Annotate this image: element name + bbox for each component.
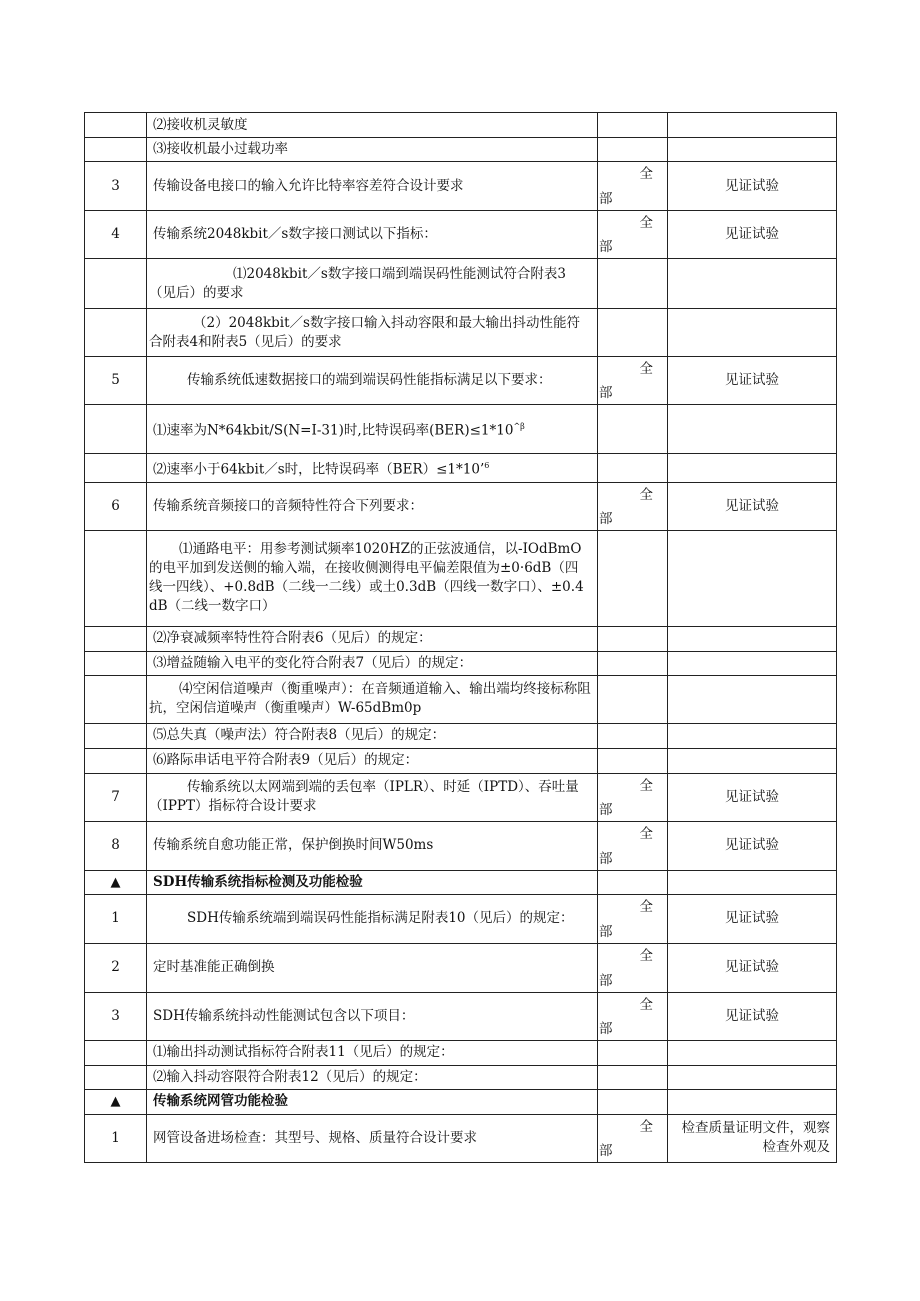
row-method-cell [668, 405, 837, 454]
table-row [85, 357, 837, 405]
row-content-text: SDH传输系统端到端误码性能指标满足附表10（见后）的规定： [187, 910, 574, 926]
superscript-exponent: ^β [513, 422, 525, 432]
row-content-text: ⑵接收机灵敏度 [153, 116, 248, 133]
row-method-cell [668, 530, 837, 626]
row-content-cell [147, 773, 598, 821]
row-content-cell [147, 1065, 598, 1089]
row-scope-cell [598, 530, 668, 626]
row-scope-cell [598, 943, 668, 992]
row-scope-cell [598, 894, 668, 943]
row-method-cell [668, 748, 837, 773]
row-method-cell [668, 651, 837, 675]
row-method-cell [668, 1089, 837, 1114]
table-row [85, 723, 837, 748]
row-scope-cell [598, 675, 668, 723]
row-content-text: SDH传输系统抖动性能测试包含以下项目： [153, 1007, 415, 1024]
inspection-table [84, 112, 837, 1163]
row-scope-cell [598, 773, 668, 821]
row-content-text: ⑵净衰减频率特性符合附表6（见后）的规定： [153, 630, 432, 646]
triangle-marker-icon: ▲ [110, 874, 121, 890]
row-number-cell [85, 748, 147, 773]
row-content-cell [147, 748, 598, 773]
row-content-text: ⑶增益随输入电平的变化符合附表7（见后）的规定： [153, 654, 473, 671]
row-number-cell [85, 162, 147, 211]
row-number-cell [85, 723, 147, 748]
row-method-cell [668, 211, 837, 259]
row-number-cell [85, 259, 147, 309]
row-content-text: ⑷空闲信道噪声（衡重噪声）：在音频通道输入、输出端均终接标称阻抗，空闲信道噪声（衡重噪声）W-65dBm0p [149, 681, 591, 716]
row-scope-cell [598, 821, 668, 870]
row-content-text: （2）2048kbit／s数字接口输入抖动容限和最大输出抖动性能符合附表4和附表5（见后）的要求 [149, 314, 580, 350]
row-content-cell [147, 870, 598, 894]
row-number: 3 [111, 177, 120, 194]
scope-text-bottom: 部 [599, 1020, 613, 1037]
row-number-cell [85, 943, 147, 992]
scope-text-top: 全 [639, 996, 653, 1013]
row-content-text: ⑴速率为N*64kbit/S(N=I-31)时,比特误码率(BER)≤1*10 [153, 422, 514, 439]
row-scope-cell [598, 454, 668, 483]
row-number: 1 [111, 910, 120, 926]
row-number: 6 [111, 497, 120, 514]
row-number: 1 [111, 1129, 120, 1146]
row-content-cell [147, 992, 598, 1040]
row-content-cell [147, 454, 598, 483]
row-scope-cell [598, 1065, 668, 1089]
row-content-cell [147, 211, 598, 259]
scope-text-bottom: 部 [599, 972, 613, 989]
table-row [85, 992, 837, 1040]
table-row [85, 894, 837, 943]
row-method-cell [668, 723, 837, 748]
row-content-text: 传输系统低速数据接口的端到端误码性能指标满足以下要求： [187, 372, 552, 388]
scope-text-top: 全 [639, 166, 653, 182]
scope-text-top: 全 [639, 825, 653, 842]
row-content-text: ⑴输出抖动测试指标符合附表11（见后）的规定： [153, 1044, 454, 1060]
row-number-cell [85, 357, 147, 405]
table-row [85, 1114, 837, 1162]
row-scope-cell [598, 1040, 668, 1065]
row-number: 2 [111, 959, 120, 975]
row-content-text: 传输系统2048kbit／s数字接口测试以下指标： [153, 226, 437, 242]
scope-text-top: 全 [639, 947, 653, 964]
row-number-cell [85, 651, 147, 675]
row-number-cell [85, 626, 147, 651]
row-method-text: 见证试验 [725, 226, 779, 242]
row-number-cell [85, 870, 147, 894]
row-content-text: 传输系统自愈功能正常，保护倒换时间W50ms [153, 837, 434, 853]
row-content-text: ⑹路际串话电平符合附表9（见后）的规定： [153, 752, 419, 768]
scope-text-top: 全 [639, 898, 653, 915]
row-content-cell [147, 309, 598, 357]
row-scope-cell [598, 748, 668, 773]
row-method-text: 见证试验 [725, 497, 779, 514]
row-number-cell [85, 113, 147, 138]
row-number-cell [85, 482, 147, 530]
row-scope-cell [598, 992, 668, 1040]
table-row [85, 1089, 837, 1114]
table-row [85, 454, 837, 483]
row-scope-cell [598, 405, 668, 454]
row-number-cell [85, 894, 147, 943]
scope-text-bottom: 部 [599, 1142, 613, 1159]
row-method-text: 见证试验 [725, 788, 779, 805]
row-content-cell [147, 357, 598, 405]
row-content-cell [147, 405, 598, 454]
scope-text-top: 全 [639, 215, 653, 231]
table-row [85, 405, 837, 454]
row-method-cell [668, 626, 837, 651]
row-content-text: ⑵速率小于64kbit／s时，比特误码率（BER）≤1*10’ [153, 461, 485, 478]
row-content-text: ⑴通路电平：用参考测试频率1020HZ的正弦波通信，以-IOdBmO的电平加到发送侧的输入端，在接收侧测得电平偏差限值为±0·6dB（四线一四线）、+0.8dB（二线一二线）或土0.3dB（四线一数字口）、±0.4dB（二线一数字口） [149, 541, 584, 614]
row-method-cell [668, 357, 837, 405]
row-number-cell [85, 1065, 147, 1089]
scope-text-top: 全 [639, 486, 653, 503]
row-content-text: 传输系统网管功能检验 [153, 1093, 288, 1109]
table-row [85, 211, 837, 259]
superscript-exponent: 6 [484, 461, 490, 470]
table-row [85, 162, 837, 211]
row-method-cell [668, 454, 837, 483]
row-content-cell [147, 1114, 598, 1162]
row-method-cell [668, 870, 837, 894]
row-method-cell [668, 1065, 837, 1089]
row-number-cell [85, 138, 147, 162]
row-content-cell [147, 482, 598, 530]
row-content-cell [147, 626, 598, 651]
table-row [85, 482, 837, 530]
table-row [85, 530, 837, 626]
table-row [85, 943, 837, 992]
row-number-cell [85, 821, 147, 870]
scope-text-bottom: 部 [599, 850, 613, 867]
row-number-cell [85, 773, 147, 821]
row-number-cell [85, 454, 147, 483]
scope-text-bottom: 部 [599, 385, 613, 401]
row-scope-cell [598, 626, 668, 651]
row-content-text: ⑵输入抖动容限符合附表12（见后）的规定： [153, 1068, 427, 1085]
row-number: 8 [111, 837, 120, 853]
row-method-cell [668, 992, 837, 1040]
table-row [85, 138, 837, 162]
table-row [85, 113, 837, 138]
row-number-cell [85, 530, 147, 626]
row-method-text: 见证试验 [725, 177, 779, 194]
row-method-cell [668, 675, 837, 723]
row-content-text: SDH传输系统指标检测及功能检验 [153, 873, 363, 890]
row-content-cell [147, 651, 598, 675]
inspection-table-body [85, 113, 837, 1163]
row-scope-cell [598, 723, 668, 748]
row-content-cell [147, 113, 598, 138]
scope-text-bottom: 部 [599, 923, 613, 940]
table-row [85, 259, 837, 309]
row-method-cell [668, 113, 837, 138]
row-scope-cell [598, 259, 668, 309]
row-content-cell [147, 1040, 598, 1065]
row-scope-cell [598, 309, 668, 357]
row-method-text: 见证试验 [725, 372, 779, 388]
scope-text-bottom: 部 [599, 801, 613, 818]
row-method-cell [668, 259, 837, 309]
table-row [85, 870, 837, 894]
row-content-cell [147, 138, 598, 162]
row-content-text: ⑴2048kbit／s数字接口端到端误码性能测试符合附表3（见后）的要求 [149, 265, 566, 301]
row-scope-cell [598, 870, 668, 894]
row-method-cell [668, 821, 837, 870]
scope-text-top: 全 [639, 361, 653, 377]
row-number: 7 [111, 788, 120, 805]
row-scope-cell [598, 482, 668, 530]
row-method-cell [668, 309, 837, 357]
row-number-cell [85, 992, 147, 1040]
row-content-text: ⑸总失真（噪声法）符合附表8（见后）的规定： [153, 727, 446, 743]
row-number-cell [85, 405, 147, 454]
row-method-text: 检查质量证明文件，观察检查外观及 [681, 1120, 830, 1155]
table-row [85, 675, 837, 723]
row-number-cell [85, 1114, 147, 1162]
row-method-cell [668, 138, 837, 162]
row-content-cell [147, 723, 598, 748]
row-scope-cell [598, 162, 668, 211]
table-row [85, 309, 837, 357]
row-method-text: 见证试验 [725, 959, 779, 975]
row-method-text: 见证试验 [725, 837, 779, 853]
row-content-cell [147, 675, 598, 723]
table-row [85, 821, 837, 870]
row-content-text: 网管设备进场检查：其型号、规格、质量符合设计要求 [153, 1129, 477, 1146]
row-content-cell [147, 1089, 598, 1114]
row-number-cell [85, 309, 147, 357]
row-scope-cell [598, 211, 668, 259]
row-content-text: 传输设备电接口的输入允许比特率容差符合设计要求 [153, 177, 464, 194]
row-method-cell [668, 1114, 837, 1162]
row-scope-cell [598, 1089, 668, 1114]
table-row [85, 626, 837, 651]
table-row [85, 1040, 837, 1065]
row-content-cell [147, 259, 598, 309]
row-number-cell [85, 211, 147, 259]
row-content-text: ⑶接收机最小过载功率 [153, 141, 288, 157]
scope-text-top: 全 [639, 777, 653, 794]
row-number: 4 [111, 226, 120, 242]
row-method-cell [668, 482, 837, 530]
row-content-cell [147, 162, 598, 211]
table-row [85, 748, 837, 773]
scope-text-bottom: 部 [599, 239, 613, 255]
row-scope-cell [598, 113, 668, 138]
row-number-cell [85, 675, 147, 723]
row-method-cell [668, 773, 837, 821]
row-number: 5 [111, 372, 120, 388]
row-method-cell [668, 1040, 837, 1065]
row-content-text: 传输系统音频接口的音频特性符合下列要求： [153, 497, 423, 514]
row-method-text: 见证试验 [725, 910, 779, 926]
row-number: 3 [111, 1007, 120, 1024]
row-scope-cell [598, 651, 668, 675]
row-content-text: 传输系统以太网端到端的丢包率（IPLR）、时延（IPTD）、吞吐量（IPPT）指标符合设计要求 [149, 779, 579, 814]
row-content-cell [147, 943, 598, 992]
row-content-cell [147, 894, 598, 943]
row-scope-cell [598, 1114, 668, 1162]
scope-text-bottom: 部 [599, 510, 613, 527]
row-number-cell [85, 1040, 147, 1065]
row-number-cell [85, 1089, 147, 1114]
table-row [85, 1065, 837, 1089]
scope-text-top: 全 [639, 1118, 653, 1135]
row-content-text: 定时基准能正确倒换 [153, 959, 275, 975]
row-content-cell [147, 821, 598, 870]
row-scope-cell [598, 138, 668, 162]
row-method-text: 见证试验 [725, 1007, 779, 1024]
scope-text-bottom: 部 [599, 191, 613, 207]
row-content-cell [147, 530, 598, 626]
table-row [85, 651, 837, 675]
triangle-marker-icon: ▲ [110, 1094, 121, 1109]
table-row [85, 773, 837, 821]
row-method-cell [668, 162, 837, 211]
row-method-cell [668, 943, 837, 992]
row-scope-cell [598, 357, 668, 405]
row-method-cell [668, 894, 837, 943]
